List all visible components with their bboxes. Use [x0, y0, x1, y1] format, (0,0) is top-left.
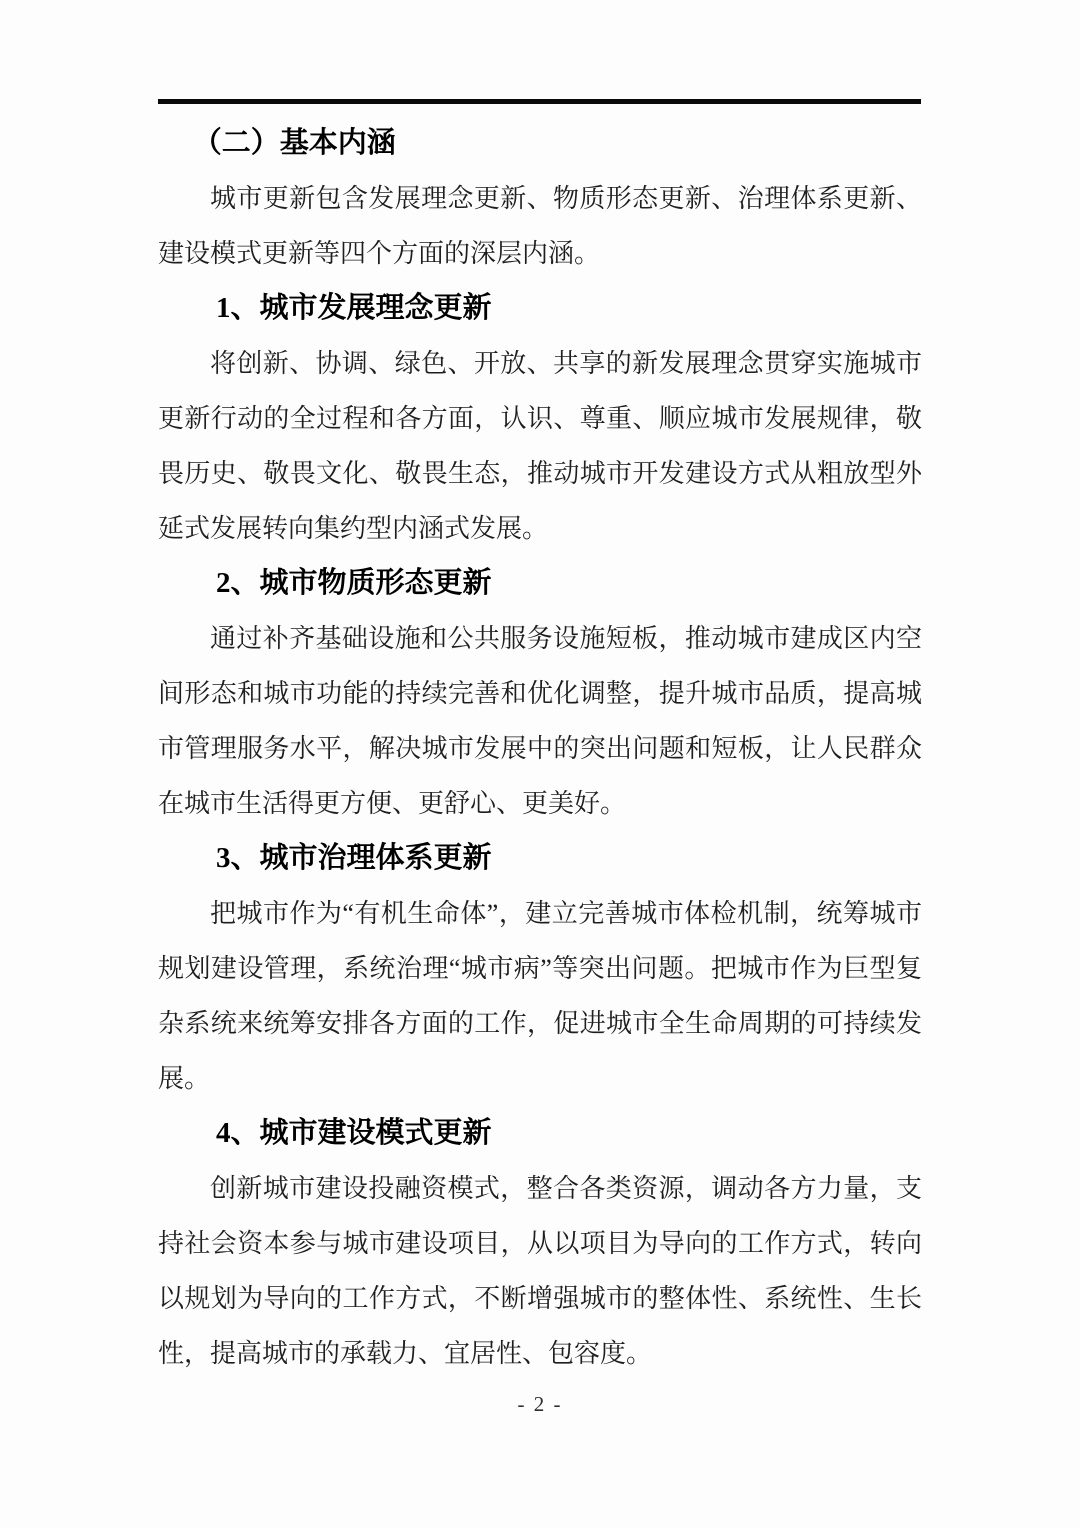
document-content [158, 116, 922, 1381]
page-number: - 2 - [517, 1392, 563, 1416]
subsection-heading-2: 2、城市物质形态更新 [216, 567, 492, 599]
subsection-body-1: 将创新、协调、绿色、开放、共享的新发展理念贯穿实施城市更新行动的全过程和各方面，认识、尊重、顺应城市发展规律，敬畏历史、敬畏文化、敬畏生态，推动城市开发建设方式从粗放型外延式发展转向集约型内涵式发展。 [158, 349, 922, 543]
subsection-body-2: 通过补齐基础设施和公共服务设施短板，推动城市建成区内空间形态和城市功能的持续完善和优化调整，提升城市品质，提高城市管理服务水平，解决城市发展中的突出问题和短板，让人民群众在城市生活得更方便、更舒心、更美好。 [158, 624, 922, 818]
subsection-heading-3: 3、城市治理体系更新 [216, 842, 492, 874]
section-heading: （二）基本内涵 [192, 127, 396, 159]
subsection-heading-4: 4、城市建设模式更新 [216, 1117, 492, 1149]
subsection [158, 1106, 922, 1381]
header-rule [158, 99, 921, 104]
subsection-body-4: 创新城市建设投融资模式，整合各类资源，调动各方力量，支持社会资本参与城市建设项目，从以项目为导向的工作方式，转向以规划为导向的工作方式，不断增强城市的整体性、系统性、生长性，提高城市的承载力、宜居性、包容度。 [158, 1174, 922, 1368]
intro-paragraph: 城市更新包含发展理念更新、物质形态更新、治理体系更新、建设模式更新等四个方面的深层内涵。 [158, 184, 922, 268]
subsection-body-3: 把城市作为“有机生命体”，建立完善城市体检机制，统筹城市规划建设管理，系统治理“城市病”等突出问题。把城市作为巨型复杂系统来统筹安排各方面的工作，促进城市全生命周期的可持续发展。 [158, 899, 922, 1093]
subsection [158, 281, 922, 556]
subsection-heading-1: 1、城市发展理念更新 [216, 292, 492, 324]
subsection [158, 556, 922, 831]
subsection [158, 831, 922, 1106]
